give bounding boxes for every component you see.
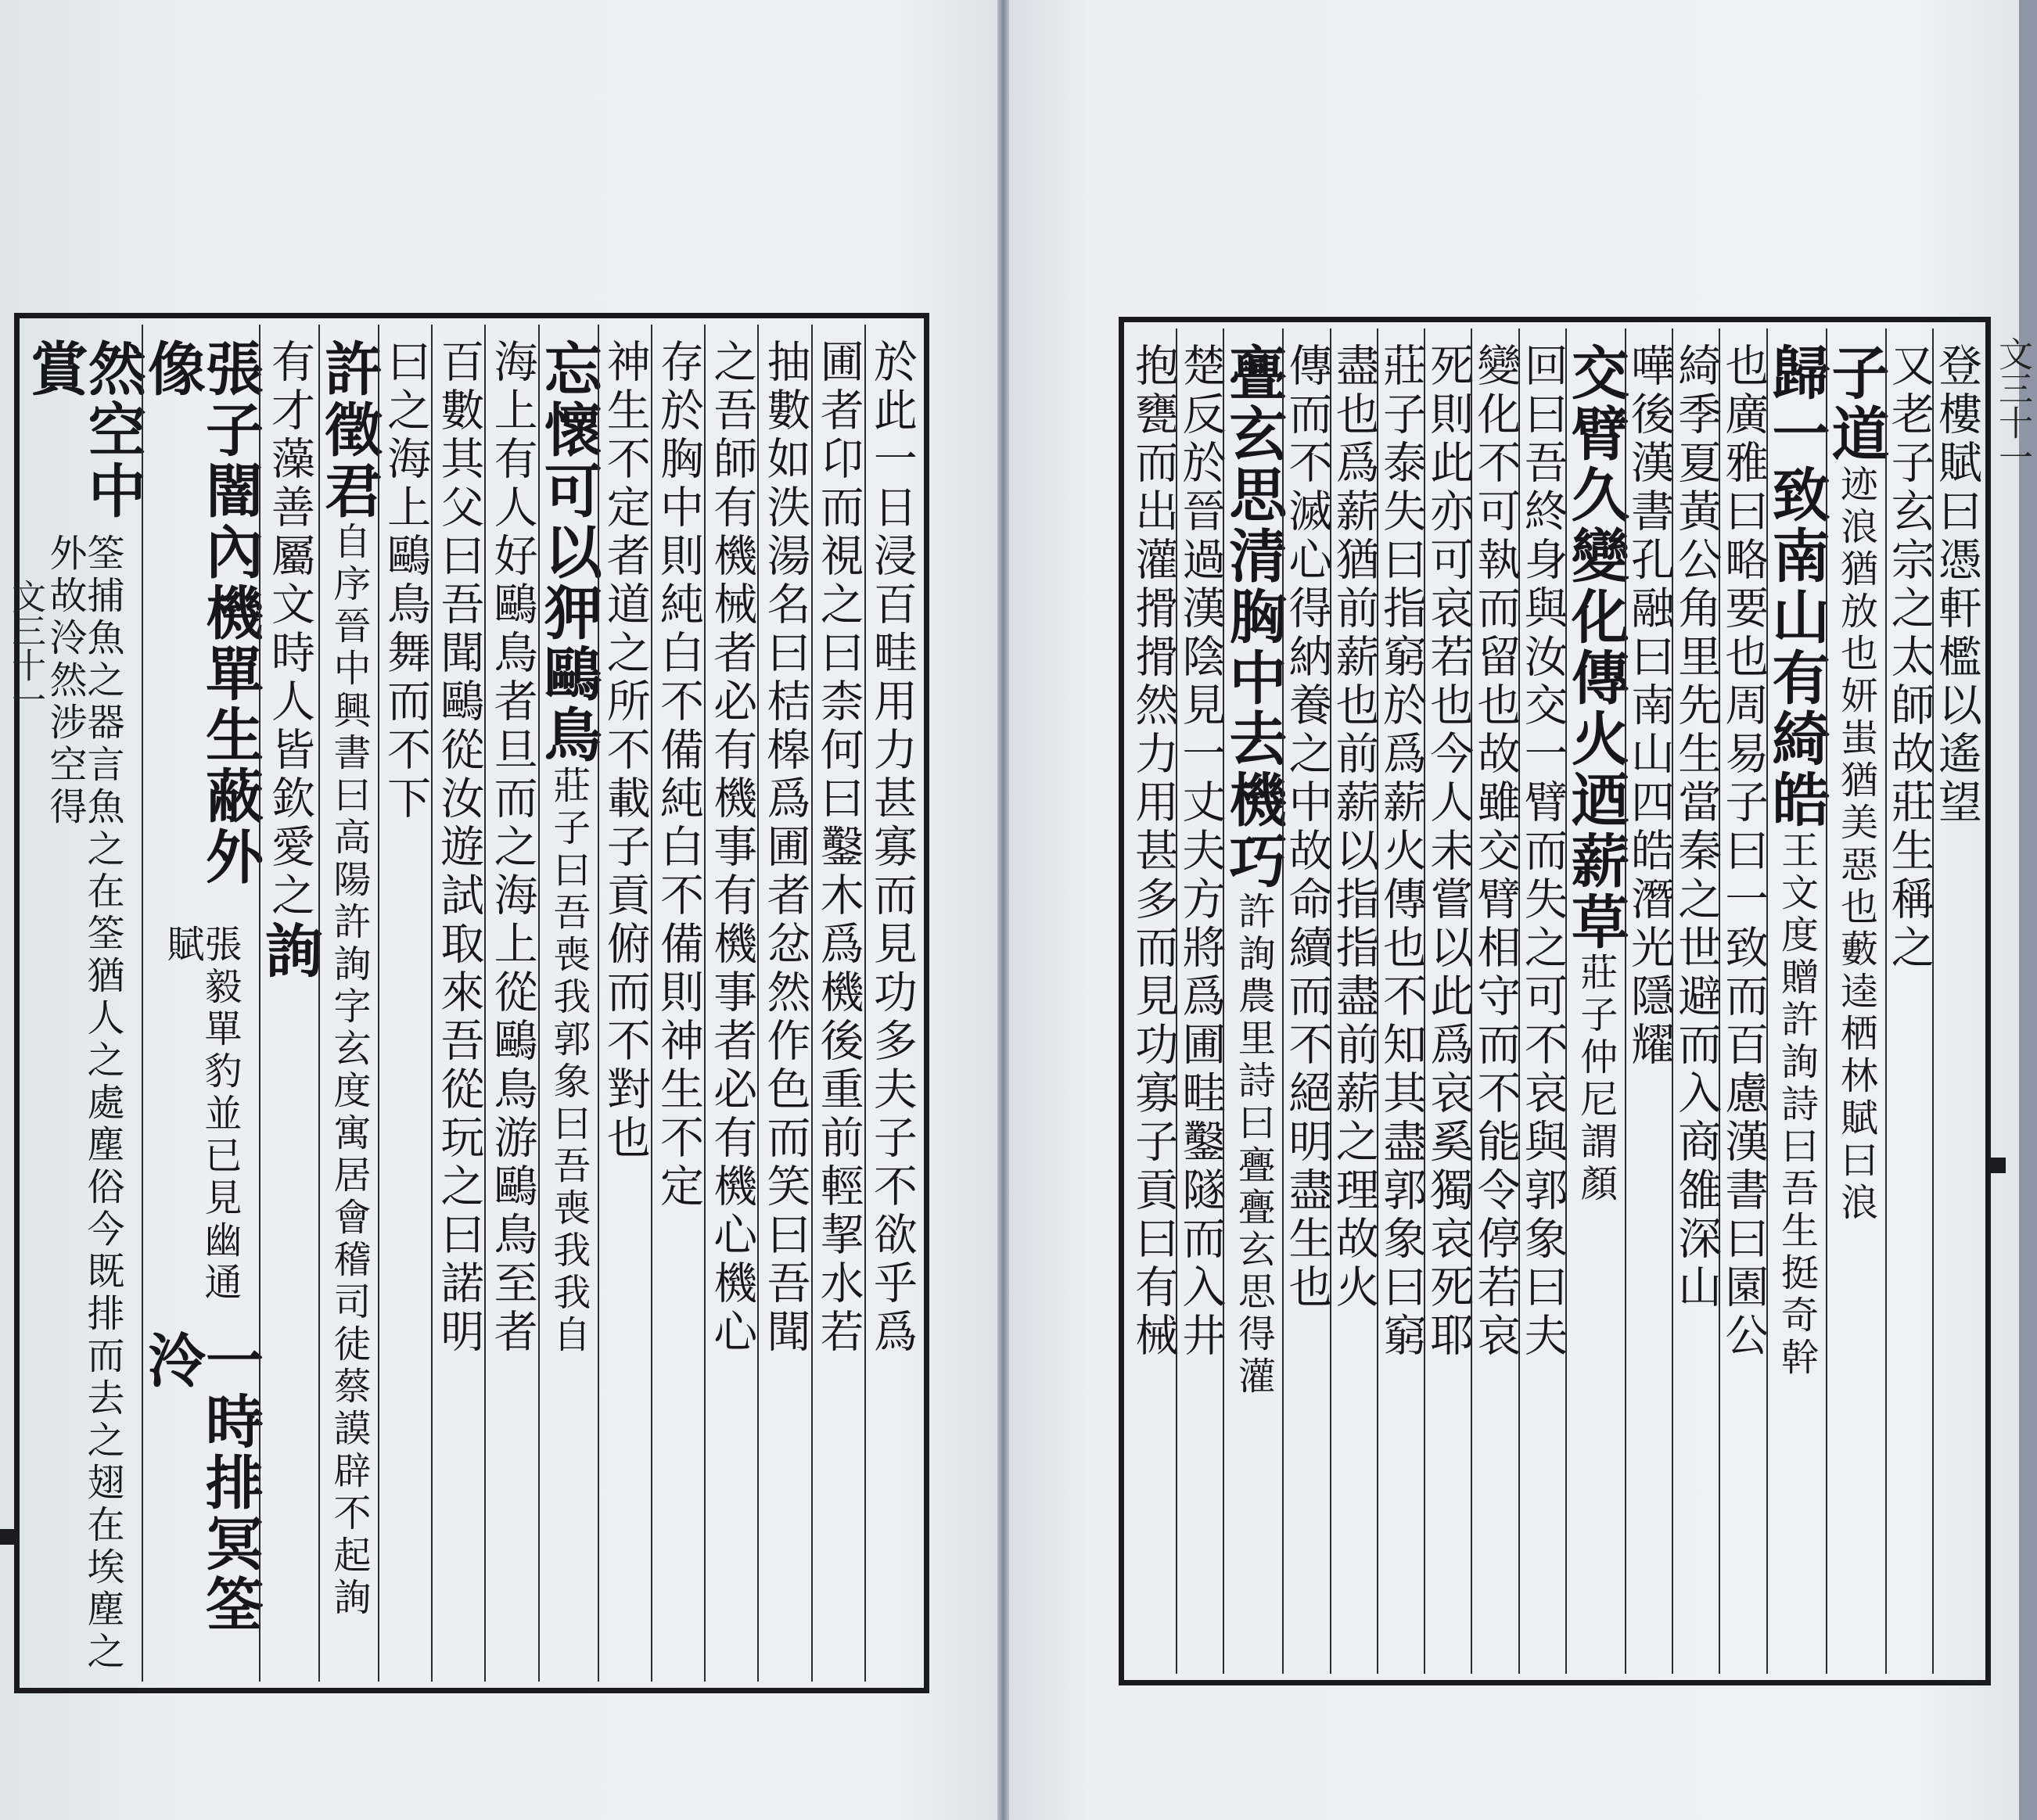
main-text: 一時排冥筌泠 xyxy=(138,1330,264,1635)
commentary-text: 莊子仲尼謂顏 xyxy=(1573,953,1618,1206)
main-text: 張子闇內機單生蔽外像 xyxy=(138,339,264,888)
left-text-frame xyxy=(14,313,929,1693)
text-column xyxy=(864,325,918,1682)
text-column xyxy=(1822,328,1890,1674)
text-column xyxy=(484,325,537,1682)
text-column xyxy=(1718,328,1769,1674)
main-text: 詢 xyxy=(256,921,324,982)
column-text: 嘩後漢書孔融曰南山四皓潛光隱耀 xyxy=(1623,343,1675,1070)
commentary-text: 迹浪猶放也妍蚩猶美惡也藪逵栖林賦曰浪 xyxy=(1834,465,1878,1225)
fish-tail-mark xyxy=(0,1529,19,1545)
commentary-text: 自序晉中興書曰高陽許詢字玄度寓居會稽司徒蔡謨辟不起詢 xyxy=(327,522,372,1620)
column-text: 盡也爲薪猶前薪也前薪以指指盡前薪之理故火 xyxy=(1328,343,1380,1312)
column-text: 抽數如泆湯名曰桔槔爲圃者忿然作色而笑曰吾聞 xyxy=(760,339,811,1357)
right-columns xyxy=(1128,328,1982,1674)
text-column xyxy=(1376,328,1428,1674)
text-column xyxy=(534,325,602,1682)
text-column xyxy=(1762,328,1830,1674)
text-column xyxy=(1281,328,1333,1674)
text-column xyxy=(138,325,264,1682)
main-text: 交臂久變化傳火迺薪草 xyxy=(1561,343,1629,953)
column-text: 回曰吾終身與汝交一臂而失之可不哀與郭象曰夫 xyxy=(1517,343,1568,1361)
left-page xyxy=(0,0,997,1820)
text-column xyxy=(811,325,864,1682)
column-text: 神生不定者道之所不載子貢俯而不對也 xyxy=(599,339,651,1163)
fish-tail-mark xyxy=(1987,1158,2006,1173)
column-text: 變化不可執而留也故雖交臂相守而不能令停若哀 xyxy=(1470,343,1521,1361)
commentary-text: 張毅單豹並已見幽通賦 xyxy=(160,924,242,1305)
column-text: 又老子玄宗之太師故莊生稱之 xyxy=(1884,343,1935,973)
column-text: 傳而不滅心得納養之中故命續而不絕明盡生也 xyxy=(1281,343,1333,1312)
column-text: 有才藻善屬文時人皆欽愛之 xyxy=(264,339,316,921)
text-column xyxy=(1128,328,1180,1674)
commentary-text: 王文度贈許詢詩曰吾生挺奇幹 xyxy=(1774,831,1819,1380)
column-text: 於此一日浸百畦用力甚寡而見功多夫子不欲乎爲 xyxy=(866,339,918,1357)
column-text: 圃者卬而視之曰柰何曰鑿木爲機後重前輕挈水若 xyxy=(813,339,864,1357)
text-column xyxy=(1423,328,1475,1674)
right-margin-label: 文三十一 xyxy=(1992,336,2032,474)
column-text: 百數其父曰吾聞鷗從汝遊試取來吾從玩之曰諾明 xyxy=(433,339,485,1357)
main-text: 然空中賞 xyxy=(21,339,147,522)
text-column xyxy=(757,325,810,1682)
column-text: 也廣雅曰略要也周易子曰一致而百慮漢書曰園公 xyxy=(1718,343,1769,1361)
column-text: 綺季夏黃公角里先生當秦之世避而入商雒深山 xyxy=(1671,343,1723,1312)
column-text: 楚反於晉過漢陰見一丈夫方將爲圃畦鑿隧而入井 xyxy=(1175,343,1227,1361)
main-text: 忘懷可以狎鷗鳥 xyxy=(534,339,602,766)
right-text-frame xyxy=(1119,317,1991,1685)
text-column xyxy=(256,325,324,1682)
commentary-text: 筌捕魚之器言魚之在筌猶人之處塵俗今既排而去之翅在埃塵之外故泠然涉空得 xyxy=(43,533,125,1675)
text-column xyxy=(1328,328,1380,1674)
text-column xyxy=(1470,328,1521,1674)
main-text: 亹玄思清胸中去機巧 xyxy=(1220,343,1288,892)
column-text: 存於胸中則純白不備純白不備則神生不定 xyxy=(653,339,705,1212)
text-column xyxy=(1931,328,1982,1674)
column-text: 死則此亦可哀若也今人未嘗以此爲哀奚獨哀死耶 xyxy=(1423,343,1475,1361)
text-column xyxy=(1884,328,1935,1674)
text-column xyxy=(598,325,651,1682)
text-column xyxy=(1175,328,1227,1674)
main-text: 子道 xyxy=(1822,343,1890,465)
main-text: 許徵君 xyxy=(315,339,383,522)
text-column xyxy=(1671,328,1723,1674)
text-column xyxy=(1517,328,1568,1674)
text-column xyxy=(315,325,383,1682)
text-column xyxy=(378,325,431,1682)
left-margin-label: 文三十一 xyxy=(5,579,45,716)
commentary-text: 莊子曰吾喪我郭象曰吾喪我我自 xyxy=(546,766,591,1357)
book-gutter xyxy=(997,0,1009,1820)
main-text: 歸一致南山有綺皓 xyxy=(1762,343,1830,831)
text-column xyxy=(431,325,484,1682)
column-text: 抱甕而出灌搰搰然力用甚多而見功寡子貢曰有械 xyxy=(1128,343,1180,1361)
column-text: 海上有人好鷗鳥者旦而之海上從鷗鳥游鷗鳥至者 xyxy=(487,339,538,1357)
column-text: 曰之海上鷗鳥舞而不下 xyxy=(380,339,432,824)
text-column xyxy=(1220,328,1288,1674)
text-column xyxy=(704,325,757,1682)
text-column xyxy=(1623,328,1675,1674)
column-text: 莊子泰失曰指窮於爲薪火傳也不知其盡郭象曰窮 xyxy=(1376,343,1428,1361)
text-column xyxy=(1561,328,1629,1674)
column-text: 之吾師有機械者必有機事有機事者必有機心機心 xyxy=(706,339,758,1357)
commentary-text: 許詢農里詩曰亹亹玄思得灌 xyxy=(1231,892,1276,1398)
column-text: 登樓賦曰憑軒檻以遙望 xyxy=(1931,343,1982,827)
text-column xyxy=(651,325,704,1682)
